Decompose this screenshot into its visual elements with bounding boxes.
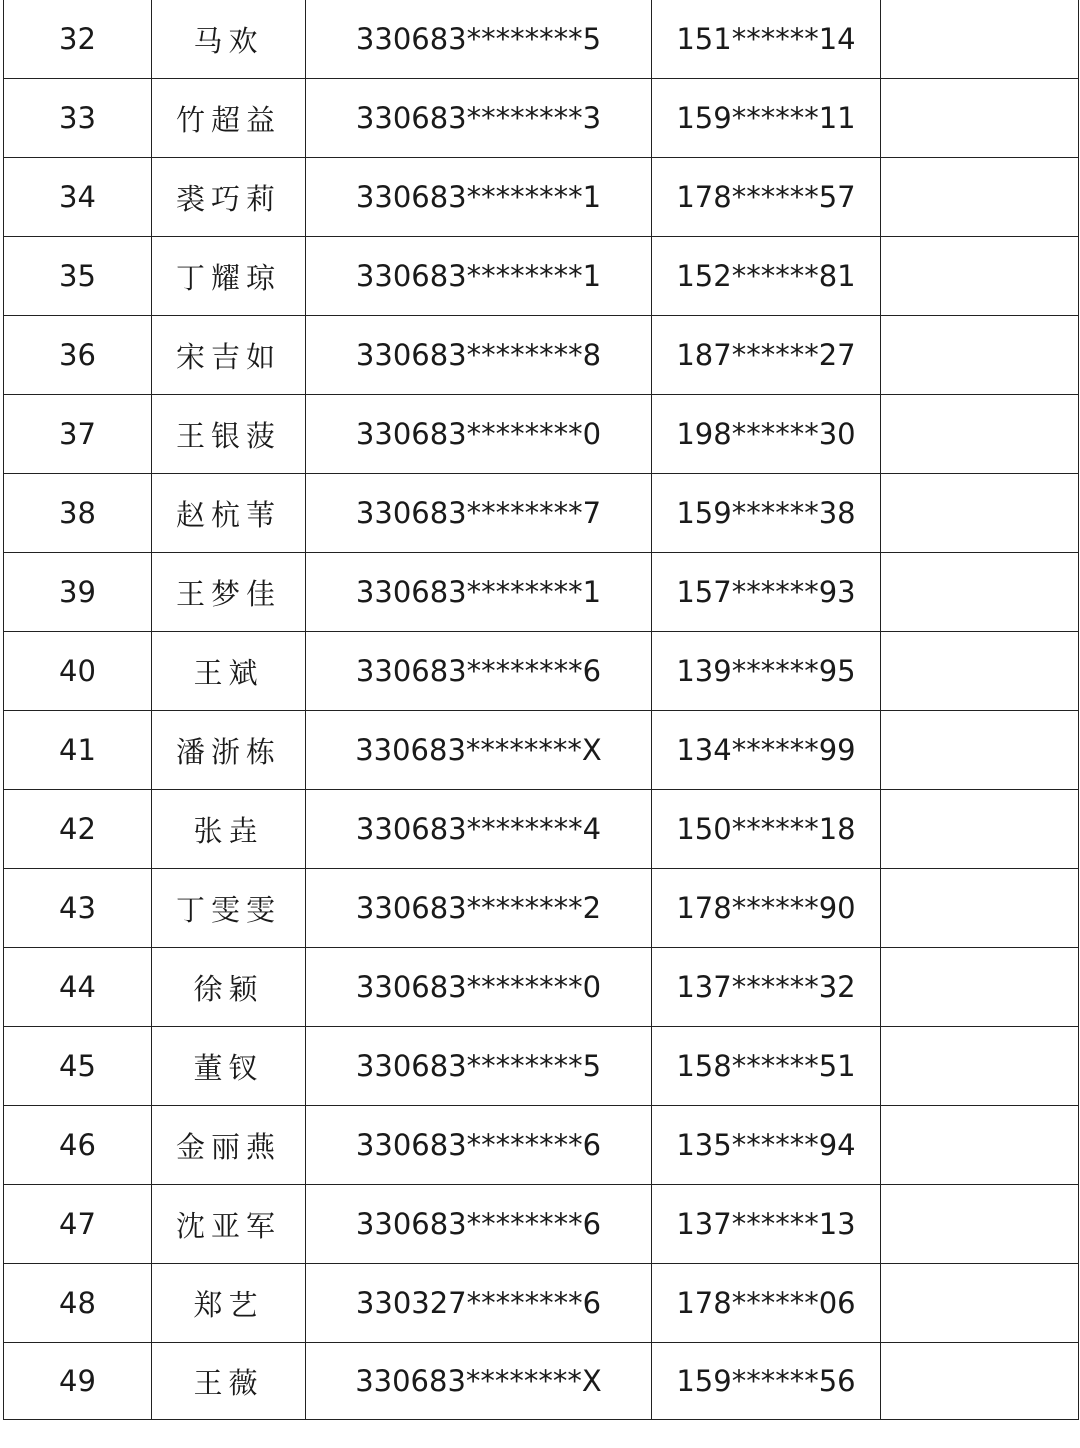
remarks-cell: [881, 948, 1079, 1027]
remarks-cell: [881, 0, 1079, 79]
table-row: [4, 316, 1079, 395]
row-number: 45: [4, 1027, 152, 1106]
table-row: [4, 632, 1079, 711]
row-number: 48: [4, 1264, 152, 1343]
row-number: 42: [4, 790, 152, 869]
remarks-cell: [881, 1264, 1079, 1343]
row-number: 34: [4, 158, 152, 237]
remarks-cell: [881, 395, 1079, 474]
phone-number: 159******56: [652, 1343, 881, 1420]
row-number: 38: [4, 474, 152, 553]
row-number: 41: [4, 711, 152, 790]
table-row: [4, 711, 1079, 790]
remarks-cell: [881, 1185, 1079, 1264]
row-number: 47: [4, 1185, 152, 1264]
id-number: 330683********2: [306, 869, 652, 948]
table-row: [4, 1343, 1079, 1420]
table-row: [4, 790, 1079, 869]
row-number: 33: [4, 79, 152, 158]
remarks-cell: [881, 1343, 1079, 1420]
id-number: 330683********6: [306, 632, 652, 711]
remarks-cell: [881, 1027, 1079, 1106]
phone-number: 137******32: [652, 948, 881, 1027]
remarks-cell: [881, 79, 1079, 158]
person-name: 裘巧莉: [152, 158, 306, 237]
table-row: [4, 1027, 1079, 1106]
roster-table-body: [4, 0, 1079, 1420]
phone-number: 139******95: [652, 632, 881, 711]
row-number: 44: [4, 948, 152, 1027]
id-number: 330683********4: [306, 790, 652, 869]
id-number: 330683********6: [306, 1106, 652, 1185]
person-name: 徐颖: [152, 948, 306, 1027]
id-number: 330683********X: [306, 711, 652, 790]
remarks-cell: [881, 632, 1079, 711]
row-number: 32: [4, 0, 152, 79]
id-number: 330683********1: [306, 158, 652, 237]
remarks-cell: [881, 790, 1079, 869]
phone-number: 157******93: [652, 553, 881, 632]
person-name: 赵杭苇: [152, 474, 306, 553]
person-name: 董钗: [152, 1027, 306, 1106]
person-name: 潘浙栋: [152, 711, 306, 790]
phone-number: 159******11: [652, 79, 881, 158]
id-number: 330683********6: [306, 1185, 652, 1264]
person-name: 王薇: [152, 1343, 306, 1420]
person-name: 马欢: [152, 0, 306, 79]
table-row: [4, 553, 1079, 632]
row-number: 37: [4, 395, 152, 474]
id-number: 330683********5: [306, 1027, 652, 1106]
table-row: [4, 1106, 1079, 1185]
id-number: 330683********0: [306, 395, 652, 474]
id-number: 330683********3: [306, 79, 652, 158]
row-number: 39: [4, 553, 152, 632]
person-name: 王银菠: [152, 395, 306, 474]
phone-number: 134******99: [652, 711, 881, 790]
roster-table: [3, 0, 1079, 1420]
remarks-cell: [881, 1106, 1079, 1185]
remarks-cell: [881, 869, 1079, 948]
phone-number: 178******57: [652, 158, 881, 237]
phone-number: 178******06: [652, 1264, 881, 1343]
table-row: [4, 948, 1079, 1027]
table-row: [4, 237, 1079, 316]
phone-number: 198******30: [652, 395, 881, 474]
remarks-cell: [881, 158, 1079, 237]
person-name: 丁雯雯: [152, 869, 306, 948]
remarks-cell: [881, 711, 1079, 790]
phone-number: 158******51: [652, 1027, 881, 1106]
person-name: 张垚: [152, 790, 306, 869]
remarks-cell: [881, 474, 1079, 553]
person-name: 王梦佳: [152, 553, 306, 632]
table-row: [4, 1264, 1079, 1343]
phone-number: 187******27: [652, 316, 881, 395]
person-name: 竹超益: [152, 79, 306, 158]
person-name: 丁耀琼: [152, 237, 306, 316]
remarks-cell: [881, 316, 1079, 395]
phone-number: 135******94: [652, 1106, 881, 1185]
table-row: [4, 79, 1079, 158]
person-name: 郑艺: [152, 1264, 306, 1343]
phone-number: 152******81: [652, 237, 881, 316]
id-number: 330683********8: [306, 316, 652, 395]
person-name: 王斌: [152, 632, 306, 711]
row-number: 49: [4, 1343, 152, 1420]
table-row: [4, 158, 1079, 237]
remarks-cell: [881, 237, 1079, 316]
id-number: 330683********1: [306, 553, 652, 632]
id-number: 330683********0: [306, 948, 652, 1027]
remarks-cell: [881, 553, 1079, 632]
row-number: 35: [4, 237, 152, 316]
phone-number: 178******90: [652, 869, 881, 948]
phone-number: 137******13: [652, 1185, 881, 1264]
table-row: [4, 0, 1079, 79]
table-row: [4, 869, 1079, 948]
table-row: [4, 395, 1079, 474]
table-row: [4, 474, 1079, 553]
id-number: 330683********1: [306, 237, 652, 316]
row-number: 43: [4, 869, 152, 948]
phone-number: 151******14: [652, 0, 881, 79]
person-name: 金丽燕: [152, 1106, 306, 1185]
phone-number: 159******38: [652, 474, 881, 553]
row-number: 46: [4, 1106, 152, 1185]
row-number: 40: [4, 632, 152, 711]
id-number: 330683********7: [306, 474, 652, 553]
id-number: 330683********X: [306, 1343, 652, 1420]
table-row: [4, 1185, 1079, 1264]
person-name: 沈亚军: [152, 1185, 306, 1264]
row-number: 36: [4, 316, 152, 395]
id-number: 330683********5: [306, 0, 652, 79]
id-number: 330327********6: [306, 1264, 652, 1343]
person-name: 宋吉如: [152, 316, 306, 395]
phone-number: 150******18: [652, 790, 881, 869]
